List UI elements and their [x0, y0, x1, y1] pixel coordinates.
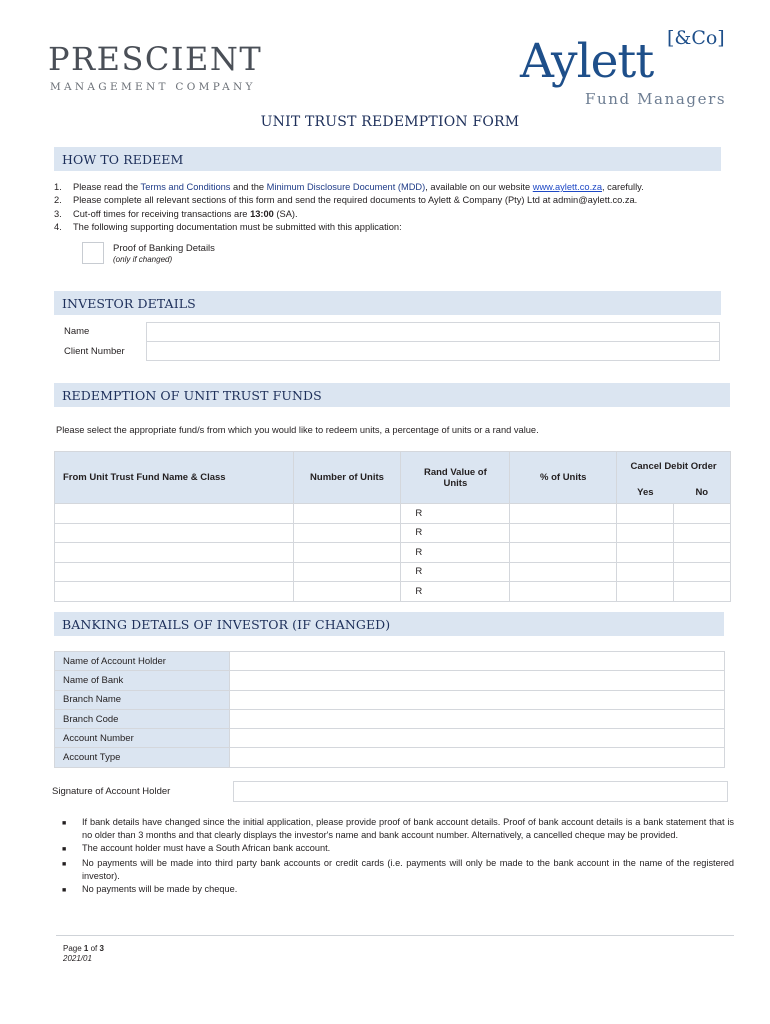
note-text: The account holder must have a South African bank account. — [82, 843, 331, 854]
account-number-field[interactable] — [230, 729, 725, 748]
aylett-logo-co: [&Co] — [667, 27, 725, 49]
table-row — [55, 709, 725, 728]
redemption-table — [54, 451, 731, 602]
bank-name-field[interactable] — [230, 671, 725, 690]
text-fragment: Cut-off times for receiving transactions are — [73, 208, 251, 219]
table-row — [55, 652, 725, 671]
list-item — [62, 883, 734, 897]
fund-name-cell[interactable] — [55, 523, 294, 543]
page-current: 1 — [83, 944, 89, 953]
list-item — [54, 194, 744, 207]
percent-cell[interactable] — [510, 562, 617, 582]
aylett-logo-wordmark: Aylett — [520, 34, 654, 89]
cancel-no-cell[interactable] — [674, 562, 731, 582]
client-number-field[interactable] — [146, 341, 720, 361]
note-text: No payments will be made into third party bank accounts or credit cards (i.e. payments will only be made to the bank account in the name of the registered investor). — [82, 857, 734, 881]
list-item — [62, 842, 734, 856]
table-row — [55, 690, 725, 709]
cancel-yes-cell[interactable] — [617, 523, 674, 543]
table-row — [55, 562, 731, 582]
banking-notes — [62, 816, 734, 897]
text-fragment: and the — [230, 182, 267, 192]
text-fragment: (SA). — [273, 208, 298, 219]
section-banking-details — [54, 612, 724, 636]
cancel-yes-cell[interactable] — [617, 582, 674, 602]
units-cell[interactable] — [293, 582, 401, 602]
col-fund-name: From Unit Trust Fund Name & Class — [55, 452, 294, 504]
col-no: No — [674, 482, 731, 504]
form-title: UNIT TRUST REDEMPTION FORM — [260, 114, 520, 130]
list-text — [73, 181, 644, 194]
percent-cell[interactable] — [510, 582, 617, 602]
prescient-logo-tagline: MANAGEMENT COMPANY — [50, 81, 256, 93]
percent-cell[interactable] — [510, 504, 617, 524]
list-item — [62, 816, 734, 842]
table-row — [55, 582, 731, 602]
list-text: Please complete all relevant sections of this form and send the required documents to Aylett & Company (Pty) Ltd at admin@aylett.co.za. — [73, 195, 638, 206]
table-row — [55, 504, 731, 524]
cancel-no-cell[interactable] — [674, 523, 731, 543]
col-cancel-debit-order: Cancel Debit Order — [617, 452, 731, 482]
list-text: The following supporting documentation must be submitted with this application: — [73, 221, 402, 232]
branch-name-field[interactable] — [230, 690, 725, 709]
page-of: of — [88, 944, 100, 953]
section-heading: HOW TO REDEEM — [62, 151, 184, 167]
proof-of-banking-checkbox[interactable] — [82, 242, 104, 264]
checkbox-note: (only if changed) — [113, 255, 173, 264]
signature-field[interactable] — [233, 781, 728, 802]
bullet-icon: ■ — [62, 820, 67, 827]
units-cell[interactable] — [293, 504, 401, 524]
fund-name-cell[interactable] — [55, 562, 294, 582]
branch-code-field[interactable] — [230, 709, 725, 728]
how-to-list — [54, 181, 744, 234]
units-cell[interactable] — [293, 523, 401, 543]
client-number-label: Client Number — [64, 346, 125, 357]
signature-label: Signature of Account Holder — [52, 786, 171, 797]
section-heading: REDEMPTION OF UNIT TRUST FUNDS — [62, 387, 322, 403]
list-text — [73, 208, 298, 221]
table-row — [55, 543, 731, 563]
name-label: Name — [64, 326, 90, 337]
account-holder-field[interactable] — [230, 652, 725, 671]
cancel-no-cell[interactable] — [674, 504, 731, 524]
cancel-yes-cell[interactable] — [617, 504, 674, 524]
col-percent-units: % of Units — [510, 452, 617, 504]
table-header-row — [55, 452, 731, 482]
percent-cell[interactable] — [510, 543, 617, 563]
prescient-logo-wordmark: PRESCIENT — [48, 40, 263, 78]
table-row — [55, 748, 725, 767]
fund-name-cell[interactable] — [55, 543, 294, 563]
cancel-yes-cell[interactable] — [617, 543, 674, 563]
form-version: 2021/01 — [63, 954, 92, 963]
list-item — [54, 208, 744, 221]
list-number: 2. — [54, 195, 62, 206]
cancel-yes-cell[interactable] — [617, 562, 674, 582]
cancel-no-cell[interactable] — [674, 582, 731, 602]
redemption-instruction: Please select the appropriate fund/s from which you would like to redeem units, a percentage of units or a rand value. — [56, 425, 539, 435]
units-cell[interactable] — [293, 543, 401, 563]
list-number: 1. — [54, 182, 62, 192]
table-row — [55, 729, 725, 748]
section-heading: INVESTOR DETAILS — [62, 295, 196, 311]
banking-table — [54, 651, 725, 768]
section-heading: BANKING DETAILS OF INVESTOR (IF CHANGED) — [62, 616, 391, 632]
field-label: Account Type — [55, 748, 230, 767]
section-how-to-redeem — [54, 147, 721, 171]
text-fragment: Please read the — [73, 182, 141, 192]
footer-divider — [56, 935, 734, 936]
text-fragment: , carefully. — [602, 182, 644, 192]
page-label: Page — [63, 944, 84, 953]
cancel-no-cell[interactable] — [674, 543, 731, 563]
units-cell[interactable] — [293, 562, 401, 582]
rand-cell[interactable]: R — [401, 523, 510, 543]
fund-name-cell[interactable] — [55, 504, 294, 524]
investor-name-field[interactable] — [146, 322, 720, 342]
checkbox-label: Proof of Banking Details — [113, 243, 215, 254]
field-label: Branch Name — [55, 690, 230, 709]
list-item — [54, 221, 744, 234]
page-number — [63, 944, 104, 953]
list-number: 4. — [54, 221, 62, 232]
rand-cell[interactable]: R — [401, 582, 510, 602]
list-item — [54, 181, 744, 194]
cutoff-time: 13:00 — [250, 208, 274, 219]
rand-cell[interactable]: R — [401, 504, 510, 524]
table-row — [55, 523, 731, 543]
field-label: Name of Bank — [55, 671, 230, 690]
note-text: No payments will be made by cheque. — [82, 884, 238, 895]
mdd-link[interactable]: Minimum Disclosure Document (MDD) — [266, 182, 426, 192]
section-redemption — [54, 383, 730, 407]
bullet-icon: ■ — [62, 887, 67, 895]
account-type-field[interactable] — [230, 748, 725, 767]
rand-cell[interactable]: R — [401, 562, 510, 582]
col-number-of-units: Number of Units — [293, 452, 401, 504]
col-rand-value: Rand Value of Units — [401, 452, 510, 504]
page-total: 3 — [99, 944, 104, 953]
rand-cell[interactable]: R — [401, 543, 510, 563]
terms-link[interactable]: Terms and Conditions — [140, 182, 231, 192]
fund-name-cell[interactable] — [55, 582, 294, 602]
list-number: 3. — [54, 208, 62, 219]
aylett-logo-tagline: Fund Managers — [585, 90, 727, 108]
field-label: Account Number — [55, 729, 230, 748]
col-yes: Yes — [617, 482, 674, 504]
percent-cell[interactable] — [510, 523, 617, 543]
website-link[interactable]: www.aylett.co.za — [532, 182, 602, 192]
field-label: Branch Code — [55, 709, 230, 728]
list-item — [62, 857, 734, 883]
table-row — [55, 671, 725, 690]
section-investor-details — [54, 291, 721, 315]
bullet-icon: ■ — [62, 860, 67, 868]
text-fragment: , available on our website — [425, 182, 533, 192]
note-text: If bank details have changed since the initial application, please provide proof of bank account details. Proof of bank account details is a bank statement that is no older than 3 months and that clearly displays the investor's name and bank account number. Alternatively, a cancelled cheque may be provided. — [82, 817, 734, 841]
field-label: Name of Account Holder — [55, 652, 230, 671]
bullet-icon: ■ — [62, 846, 67, 854]
